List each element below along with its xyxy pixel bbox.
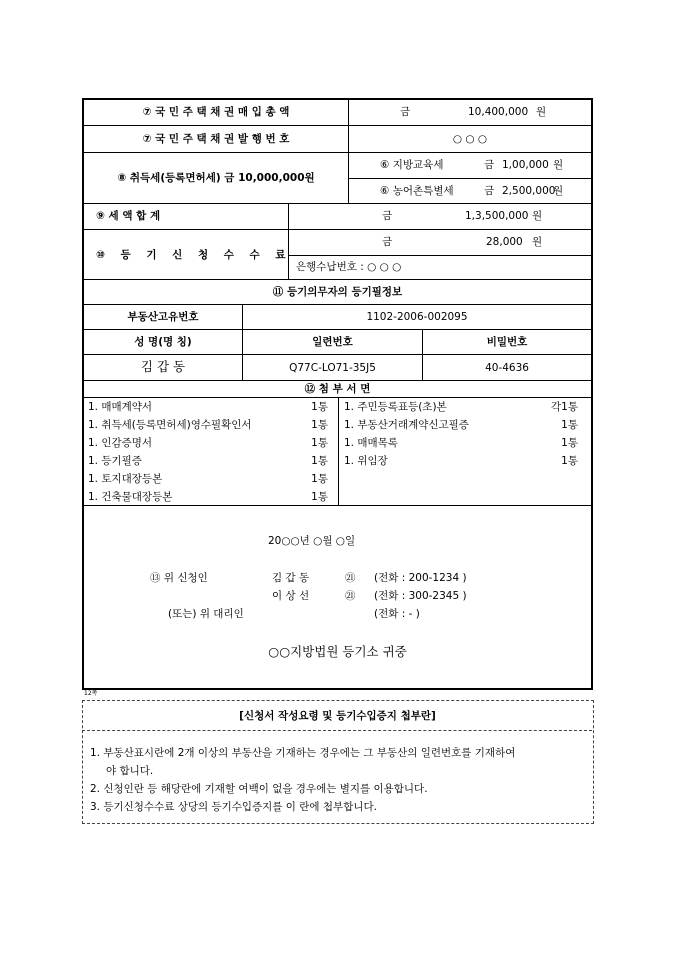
attachments-heading: ⑫ 첨 부 서 면 [304, 383, 371, 395]
attachment-count: 각1통 [551, 401, 578, 413]
attachment-name: 1. 위임장 [344, 455, 388, 467]
attachment-item [344, 435, 582, 453]
row-line [82, 329, 593, 330]
rural-tax-prefix: 금 [484, 185, 495, 197]
rural-tax-label: ⑥ 농어촌특별세 [380, 185, 454, 197]
owner-name: 김 갑 동 [140, 359, 186, 374]
attachment-name: 1. 인감증명서 [88, 437, 153, 449]
rural-tax-unit: 원 [553, 185, 564, 197]
bond-amount-label: ⑦ 국 민 주 택 채 권 매 입 총 액 [142, 106, 290, 118]
applicant1-seal: ㉑ [345, 572, 356, 584]
row-line [348, 178, 593, 179]
tax-total-value: 1,3,500,000 [465, 210, 529, 222]
bond-amount-prefix: 금 [400, 106, 411, 118]
tax-total-unit: 원 [532, 210, 543, 222]
attachment-item [88, 435, 332, 453]
bond-amount-value: 10,400,000 [468, 106, 529, 118]
frame-bottom [82, 688, 593, 690]
notes-item: 2. 신청인란 등 해당란에 기재할 여백이 없을 경우에는 별지를 이용합니다. [90, 783, 428, 795]
attachment-name: 1. 매매계약서 [88, 401, 153, 413]
attachment-item [88, 417, 332, 435]
attachment-count: 1통 [311, 455, 328, 467]
password-column-header: 비밀번호 [486, 336, 528, 348]
fee-label: ⑩ 등 기 신 청 수 수 료 [96, 249, 292, 261]
attachment-count: 1통 [311, 437, 328, 449]
attachment-count: 1통 [561, 455, 578, 467]
fee-unit: 원 [532, 236, 543, 248]
applicant2-seal: ㉑ [345, 590, 356, 602]
education-tax-value: 1,00,000 [502, 159, 549, 171]
property-id-label: 부동산고유번호 [127, 311, 199, 323]
bond-number-value: ○ ○ ○ [452, 133, 488, 145]
col-line [288, 203, 289, 280]
col-line [338, 397, 339, 505]
attachment-name: 1. 등기필증 [88, 455, 142, 467]
notes-item: 3. 등기신청수수료 상당의 등기수입증지를 이 란에 첩부합니다. [90, 801, 377, 813]
attachment-item [344, 417, 582, 435]
fee-prefix: 금 [382, 236, 393, 248]
row-line [82, 203, 593, 204]
bond-number-label: ⑦ 국 민 주 택 채 권 발 행 번 호 [142, 133, 290, 145]
attachment-count: 1통 [311, 419, 328, 431]
row-line [82, 354, 593, 355]
attachment-name: 1. 건축물대장등본 [88, 491, 173, 503]
attachment-name: 1. 토지대장등본 [88, 473, 163, 485]
registry-info-heading: ⑪ 등기의무자의 등기필정보 [272, 286, 403, 298]
serial-column-header: 일련번호 [312, 336, 353, 348]
education-tax-unit: 원 [553, 159, 564, 171]
row-line [82, 125, 593, 126]
attachment-count: 1통 [311, 401, 328, 413]
acquisition-tax-label: ⑧ 취득세(등록면허세) 금 10,000,000원 [117, 172, 315, 184]
court-addressee: ○○지방법원 등기소 귀중 [268, 644, 407, 659]
attachment-item [88, 399, 332, 417]
applicant2-name: 이 상 선 [272, 590, 310, 602]
row-line [82, 380, 593, 381]
serial-number: Q77C-LO71-35J5 [289, 362, 376, 374]
property-id-value: 1102-2006-002095 [366, 311, 468, 323]
row-line [82, 152, 593, 153]
attachment-item [344, 453, 582, 471]
applicant2-phone: (전화 : 300-2345 ) [374, 590, 467, 602]
attachment-name: 1. 취득세(등록면허세)영수필확인서 [88, 419, 252, 431]
applicant1-name: 김 갑 동 [272, 572, 310, 584]
notes-item: 1. 부동산표시란에 2개 이상의 부동산을 기재하는 경우에는 그 부동산의 일련번호를 기재하여 [90, 747, 516, 759]
agent-label: (또는) 위 대리인 [168, 608, 244, 620]
attachment-item [88, 471, 332, 489]
row-line [82, 304, 593, 305]
fee-value: 28,000 [486, 236, 523, 248]
attachment-item [344, 399, 582, 417]
attachments-right-list [344, 399, 582, 471]
attachment-count: 1통 [561, 437, 578, 449]
attachment-item [88, 489, 332, 507]
attachment-count: 1통 [561, 419, 578, 431]
education-tax-label: ⑥ 지방교육세 [380, 159, 444, 171]
application-date: 20○○년 ○월 ○일 [268, 535, 356, 547]
attachment-name: 1. 매매목록 [344, 437, 398, 449]
password-value: 40-4636 [485, 362, 529, 374]
row-line [288, 255, 593, 256]
attachment-name: 1. 주민등록표등(초)본 [344, 401, 447, 413]
col-line [348, 98, 349, 204]
tax-total-label: ⑨ 세 액 합 계 [96, 210, 161, 222]
attachment-name: 1. 부동산거래계약신고필증 [344, 419, 469, 431]
bank-receipt-number: 은행수납번호 : ○ ○ ○ [296, 261, 402, 273]
page-mark: 12쪽 [84, 690, 98, 697]
attachment-count: 1통 [311, 491, 328, 503]
tax-total-prefix: 금 [382, 210, 393, 222]
name-column-header: 성 명(명 칭) [134, 336, 192, 348]
notes-item: 야 합니다. [106, 765, 154, 777]
rural-tax-value: 2,500,000 [502, 185, 556, 197]
education-tax-prefix: 금 [484, 159, 495, 171]
agent-phone: (전화 : - ) [374, 608, 420, 620]
attachments-left-list [88, 399, 332, 507]
applicant1-phone: (전화 : 200-1234 ) [374, 572, 467, 584]
bond-amount-unit: 원 [536, 106, 547, 118]
applicant-label: ⑬ 위 신청인 [150, 572, 208, 584]
row-line [82, 229, 593, 230]
frame-right [591, 98, 593, 690]
attachment-item [88, 453, 332, 471]
row-line [82, 279, 593, 280]
notes-title: [신청서 작성요령 및 등기수입증지 첩부란] [239, 710, 436, 722]
attachment-count: 1통 [311, 473, 328, 485]
frame-top [82, 98, 593, 100]
